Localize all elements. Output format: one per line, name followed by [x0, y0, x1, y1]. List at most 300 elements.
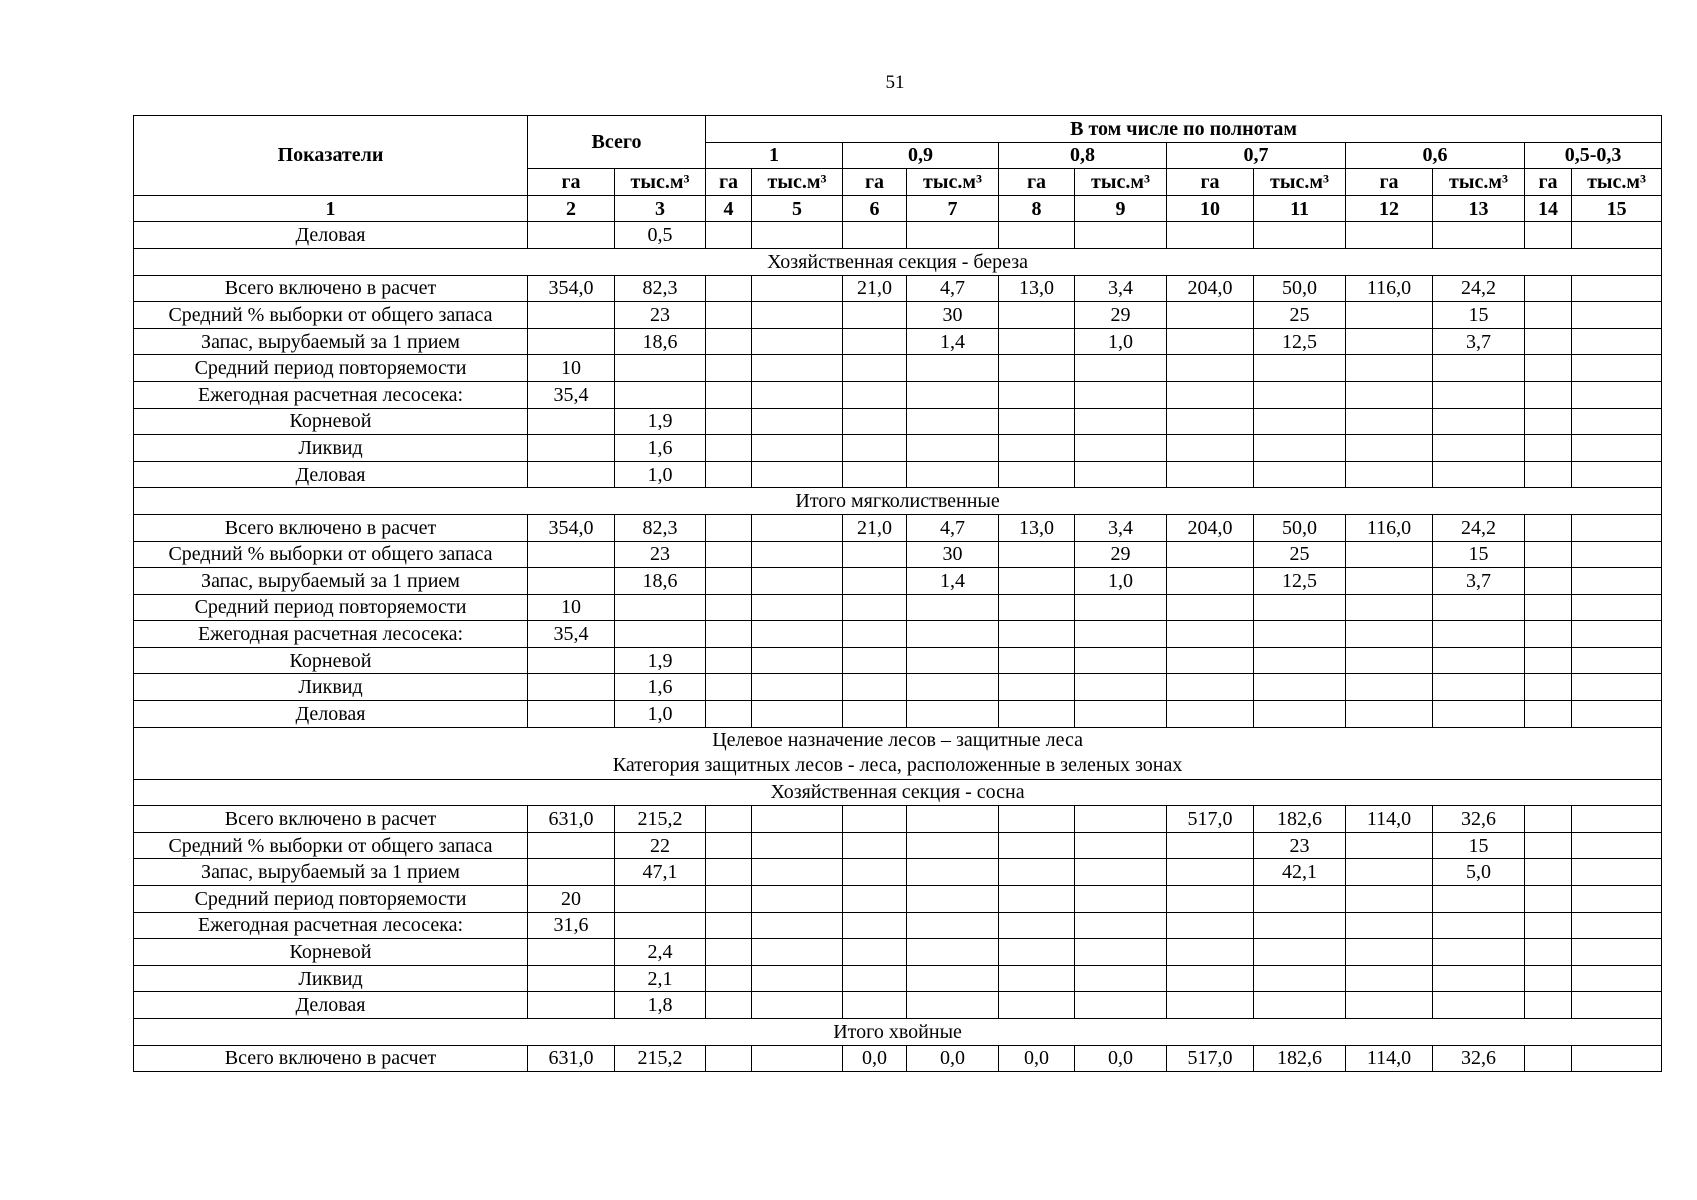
table-cell — [1525, 647, 1572, 674]
table-cell — [1346, 381, 1433, 408]
table-cell — [752, 514, 843, 541]
table-cell — [1254, 674, 1346, 701]
table-cell — [706, 514, 752, 541]
table-cell — [1525, 674, 1572, 701]
column-number: 11 — [1254, 195, 1346, 222]
table-cell: 15 — [1433, 302, 1525, 329]
table-cell: 1,0 — [1075, 568, 1167, 595]
table-cell — [1525, 461, 1572, 488]
table-cell — [1572, 408, 1662, 435]
table-cell: 1,9 — [615, 408, 706, 435]
table-cell — [1433, 674, 1525, 701]
table-cell — [907, 381, 999, 408]
row-label: Запас, вырубаемый за 1 прием — [134, 859, 528, 886]
unit-thousand-m3: тыс.м³ — [1075, 169, 1167, 196]
table-cell — [1167, 381, 1254, 408]
table-cell — [528, 568, 615, 595]
table-cell: 30 — [907, 302, 999, 329]
table-cell — [1167, 328, 1254, 355]
table-cell — [1346, 328, 1433, 355]
table-cell — [528, 647, 615, 674]
row-label: Ежегодная расчетная лесосека: — [134, 621, 528, 648]
table-cell — [1572, 568, 1662, 595]
table-cell — [999, 965, 1075, 992]
table-cell — [1167, 701, 1254, 728]
table-cell — [1346, 541, 1433, 568]
table-cell — [528, 541, 615, 568]
table-cell: 23 — [615, 541, 706, 568]
table-cell: 15 — [1433, 832, 1525, 859]
table-cell — [1167, 541, 1254, 568]
table-cell — [1525, 435, 1572, 462]
table-cell — [1167, 461, 1254, 488]
table-cell — [1525, 328, 1572, 355]
table-cell — [1525, 965, 1572, 992]
table-cell — [1572, 435, 1662, 462]
table-cell — [1167, 435, 1254, 462]
table-cell — [1075, 435, 1167, 462]
table-cell — [1525, 355, 1572, 382]
table-row — [134, 832, 1662, 859]
table-row — [134, 222, 1662, 249]
table-cell: 23 — [615, 302, 706, 329]
table-cell — [999, 912, 1075, 939]
table-cell — [999, 461, 1075, 488]
table-cell: 20 — [528, 886, 615, 913]
table-cell — [706, 886, 752, 913]
table-cell — [1167, 594, 1254, 621]
table-row — [134, 912, 1662, 939]
table-row — [134, 1045, 1662, 1072]
table-cell — [843, 701, 907, 728]
unit-ha: га — [706, 169, 752, 196]
table-cell — [528, 859, 615, 886]
table-cell — [1572, 912, 1662, 939]
table-cell: 25 — [1254, 302, 1346, 329]
unit-ha: га — [1346, 169, 1433, 196]
table-cell — [1572, 621, 1662, 648]
table-cell — [907, 992, 999, 1019]
table-cell — [706, 541, 752, 568]
table-cell: 1,4 — [907, 568, 999, 595]
table-cell — [1572, 302, 1662, 329]
table-cell — [1525, 992, 1572, 1019]
table-cell — [1525, 912, 1572, 939]
table-cell: 215,2 — [615, 1045, 706, 1072]
table-cell: 1,4 — [907, 328, 999, 355]
table-cell — [1075, 939, 1167, 966]
table-cell — [907, 912, 999, 939]
table-cell — [1433, 594, 1525, 621]
table-cell — [1346, 568, 1433, 595]
table-cell — [1525, 701, 1572, 728]
table-cell — [843, 541, 907, 568]
table-body — [134, 222, 1662, 1072]
table-cell — [1346, 408, 1433, 435]
row-label: Корневой — [134, 939, 528, 966]
table-cell — [999, 939, 1075, 966]
table-cell — [843, 886, 907, 913]
row-label: Средний % выборки от общего запаса — [134, 832, 528, 859]
header-density-0-5-0-3: 0,5-0,3 — [1525, 142, 1662, 169]
column-number: 4 — [706, 195, 752, 222]
table-cell — [1075, 381, 1167, 408]
table-row — [134, 965, 1662, 992]
table-cell — [1075, 674, 1167, 701]
table-cell — [1572, 647, 1662, 674]
table-cell — [706, 992, 752, 1019]
table-cell — [1167, 886, 1254, 913]
row-label: Всего включено в расчет — [134, 1045, 528, 1072]
table-cell — [1572, 701, 1662, 728]
table-cell — [1433, 965, 1525, 992]
table-cell — [1075, 886, 1167, 913]
table-row — [134, 328, 1662, 355]
table-cell — [1254, 594, 1346, 621]
table-cell: 13,0 — [999, 275, 1075, 302]
table-cell — [1572, 1045, 1662, 1072]
section-title-line: Целевое назначение лесов – защитные леса — [712, 729, 1083, 752]
table-cell: 24,2 — [1433, 275, 1525, 302]
table-cell: 631,0 — [528, 806, 615, 833]
table-cell — [528, 435, 615, 462]
table-cell: 354,0 — [528, 275, 615, 302]
table-cell: 3,4 — [1075, 275, 1167, 302]
table-cell: 82,3 — [615, 514, 706, 541]
table-cell — [752, 541, 843, 568]
table-cell: 116,0 — [1346, 275, 1433, 302]
row-label: Запас, вырубаемый за 1 прием — [134, 568, 528, 595]
table-cell — [528, 674, 615, 701]
section-title: Итого мягколиственные — [134, 488, 1662, 515]
table-cell — [706, 674, 752, 701]
table-cell — [843, 461, 907, 488]
column-number: 2 — [528, 195, 615, 222]
table-cell — [752, 912, 843, 939]
table-cell — [999, 701, 1075, 728]
table-cell — [706, 568, 752, 595]
table-cell — [1572, 355, 1662, 382]
column-number: 1 — [134, 195, 528, 222]
table-cell — [752, 939, 843, 966]
table-cell — [843, 222, 907, 249]
table-cell: 182,6 — [1254, 1045, 1346, 1072]
table-cell — [1167, 568, 1254, 595]
table-cell — [1346, 832, 1433, 859]
table-cell — [706, 832, 752, 859]
table-cell — [1167, 859, 1254, 886]
table-cell — [999, 328, 1075, 355]
table-cell — [1346, 886, 1433, 913]
table-cell — [1433, 408, 1525, 435]
table-cell — [1433, 461, 1525, 488]
row-label: Запас, вырубаемый за 1 прием — [134, 328, 528, 355]
table-cell: 10 — [528, 594, 615, 621]
table-cell — [752, 435, 843, 462]
table-row — [134, 647, 1662, 674]
table-cell: 517,0 — [1167, 1045, 1254, 1072]
table-cell — [1346, 859, 1433, 886]
column-number: 10 — [1167, 195, 1254, 222]
table-cell — [1346, 912, 1433, 939]
table-cell — [999, 674, 1075, 701]
column-number: 13 — [1433, 195, 1525, 222]
table-cell — [706, 1045, 752, 1072]
table-cell — [1167, 965, 1254, 992]
table-cell: 4,7 — [907, 514, 999, 541]
table-cell — [843, 621, 907, 648]
table-cell: 182,6 — [1254, 806, 1346, 833]
table-cell — [1346, 647, 1433, 674]
table-cell — [1572, 832, 1662, 859]
table-cell — [1075, 408, 1167, 435]
table-cell — [999, 302, 1075, 329]
table-cell — [1525, 594, 1572, 621]
table-cell — [999, 222, 1075, 249]
table-cell — [1346, 674, 1433, 701]
table-cell — [706, 594, 752, 621]
header-total: Всего — [528, 116, 706, 169]
table-cell — [1075, 621, 1167, 648]
header-density-0-9: 0,9 — [843, 142, 999, 169]
table-cell — [706, 275, 752, 302]
row-label: Всего включено в расчет — [134, 514, 528, 541]
table-cell — [1254, 435, 1346, 462]
table-cell: 29 — [1075, 541, 1167, 568]
table-cell: 1,6 — [615, 674, 706, 701]
table-cell: 35,4 — [528, 381, 615, 408]
table-cell — [843, 328, 907, 355]
table-cell — [706, 939, 752, 966]
table-cell — [907, 435, 999, 462]
table-row — [134, 568, 1662, 595]
table-cell — [1167, 355, 1254, 382]
column-number: 5 — [752, 195, 843, 222]
table-cell — [752, 674, 843, 701]
table-cell — [615, 594, 706, 621]
column-number: 9 — [1075, 195, 1167, 222]
page-number: 51 — [885, 72, 905, 93]
table-row — [134, 806, 1662, 833]
table-cell — [752, 886, 843, 913]
row-label: Корневой — [134, 408, 528, 435]
table-cell: 21,0 — [843, 514, 907, 541]
table-cell — [706, 701, 752, 728]
table-cell: 82,3 — [615, 275, 706, 302]
table-cell — [843, 302, 907, 329]
column-number: 15 — [1572, 195, 1662, 222]
table-cell — [1433, 886, 1525, 913]
table-cell — [1167, 992, 1254, 1019]
table-cell — [1346, 965, 1433, 992]
column-number: 3 — [615, 195, 706, 222]
table-cell — [1075, 965, 1167, 992]
unit-ha: га — [1167, 169, 1254, 196]
table-cell: 13,0 — [999, 514, 1075, 541]
table-cell: 25 — [1254, 541, 1346, 568]
table-cell — [706, 408, 752, 435]
table-cell — [752, 806, 843, 833]
table-cell — [752, 701, 843, 728]
table-cell — [907, 701, 999, 728]
table-cell — [907, 832, 999, 859]
row-label: Средний % выборки от общего запаса — [134, 302, 528, 329]
table-cell: 2,4 — [615, 939, 706, 966]
table-cell: 215,2 — [615, 806, 706, 833]
table-cell — [1254, 939, 1346, 966]
row-label: Деловая — [134, 461, 528, 488]
table-cell — [1075, 355, 1167, 382]
table-cell — [1525, 886, 1572, 913]
table-cell — [1075, 594, 1167, 621]
unit-thousand-m3: тыс.м³ — [1254, 169, 1346, 196]
table-cell — [843, 381, 907, 408]
table-cell — [907, 594, 999, 621]
table-row — [134, 302, 1662, 329]
table-cell: 31,6 — [528, 912, 615, 939]
row-label: Деловая — [134, 992, 528, 1019]
table-cell: 631,0 — [528, 1045, 615, 1072]
table-cell — [1525, 408, 1572, 435]
table-row — [134, 514, 1662, 541]
table-cell — [1346, 222, 1433, 249]
header-density-0-8: 0,8 — [999, 142, 1167, 169]
table-cell — [843, 832, 907, 859]
table-cell — [1167, 222, 1254, 249]
table-cell — [843, 859, 907, 886]
table-cell — [1254, 381, 1346, 408]
table-cell — [1254, 621, 1346, 648]
section-row — [134, 248, 1662, 275]
table-cell: 1,9 — [615, 647, 706, 674]
table-cell — [1525, 621, 1572, 648]
table-cell — [999, 886, 1075, 913]
table-cell — [528, 992, 615, 1019]
row-label: Ежегодная расчетная лесосека: — [134, 381, 528, 408]
table-cell: 50,0 — [1254, 275, 1346, 302]
table-cell: 3,4 — [1075, 514, 1167, 541]
table-cell: 18,6 — [615, 568, 706, 595]
table-cell — [1525, 541, 1572, 568]
row-label: Ежегодная расчетная лесосека: — [134, 912, 528, 939]
table-cell — [752, 965, 843, 992]
table-cell — [1075, 461, 1167, 488]
table-cell — [1433, 701, 1525, 728]
table-cell — [1075, 647, 1167, 674]
table-cell: 0,0 — [1075, 1045, 1167, 1072]
table-cell: 1,8 — [615, 992, 706, 1019]
table-cell — [1346, 435, 1433, 462]
table-cell: 1,0 — [1075, 328, 1167, 355]
table-cell — [706, 806, 752, 833]
table-row — [134, 939, 1662, 966]
table-cell — [907, 939, 999, 966]
table-cell — [1254, 647, 1346, 674]
unit-thousand-m3: тыс.м³ — [615, 169, 706, 196]
table-cell — [752, 461, 843, 488]
table-cell: 12,5 — [1254, 568, 1346, 595]
table-cell — [907, 647, 999, 674]
table-cell — [528, 222, 615, 249]
unit-ha: га — [528, 169, 615, 196]
table-cell — [706, 355, 752, 382]
table-cell — [1075, 806, 1167, 833]
table-cell: 22 — [615, 832, 706, 859]
table-cell — [999, 806, 1075, 833]
table-row — [134, 886, 1662, 913]
table-cell — [843, 647, 907, 674]
table-cell — [1525, 832, 1572, 859]
table-cell: 204,0 — [1167, 514, 1254, 541]
table-cell — [1346, 939, 1433, 966]
table-cell — [1346, 621, 1433, 648]
table-cell — [1254, 222, 1346, 249]
table-row — [134, 621, 1662, 648]
section-row — [134, 488, 1662, 515]
table-cell — [706, 381, 752, 408]
table-cell — [1572, 222, 1662, 249]
table-cell — [1254, 355, 1346, 382]
table-cell — [843, 408, 907, 435]
table-cell — [1572, 992, 1662, 1019]
table-cell — [843, 939, 907, 966]
table-cell — [752, 328, 843, 355]
table-cell: 35,4 — [528, 621, 615, 648]
table-cell — [843, 674, 907, 701]
table-cell — [706, 302, 752, 329]
table-cell: 5,0 — [1433, 859, 1525, 886]
table-cell: 116,0 — [1346, 514, 1433, 541]
table-cell — [615, 621, 706, 648]
table-row — [134, 408, 1662, 435]
table-cell — [706, 435, 752, 462]
row-label: Ликвид — [134, 965, 528, 992]
table-cell — [528, 302, 615, 329]
table-cell — [1572, 328, 1662, 355]
table-cell — [1525, 568, 1572, 595]
table-cell — [907, 859, 999, 886]
table-cell — [999, 568, 1075, 595]
table-cell — [907, 965, 999, 992]
header-density-0-7: 0,7 — [1167, 142, 1346, 169]
table-cell: 517,0 — [1167, 806, 1254, 833]
table-row — [134, 275, 1662, 302]
table-cell: 0,5 — [615, 222, 706, 249]
table-cell — [1254, 992, 1346, 1019]
table-cell — [528, 701, 615, 728]
table-cell — [1525, 302, 1572, 329]
header-density-0-6: 0,6 — [1346, 142, 1525, 169]
table-cell — [1075, 832, 1167, 859]
unit-thousand-m3: тыс.м³ — [1433, 169, 1525, 196]
table-cell: 3,7 — [1433, 568, 1525, 595]
table-cell — [1167, 674, 1254, 701]
table-cell — [1075, 222, 1167, 249]
table-cell — [843, 965, 907, 992]
table-cell — [1254, 461, 1346, 488]
table-cell — [1433, 355, 1525, 382]
table-cell — [1572, 275, 1662, 302]
table-cell: 1,0 — [615, 461, 706, 488]
table-cell — [1254, 912, 1346, 939]
table-cell — [1167, 939, 1254, 966]
table-cell: 0,0 — [843, 1045, 907, 1072]
table-cell — [843, 355, 907, 382]
table-cell — [1346, 355, 1433, 382]
table-cell: 24,2 — [1433, 514, 1525, 541]
section-row — [134, 727, 1662, 779]
table-cell: 12,5 — [1254, 328, 1346, 355]
